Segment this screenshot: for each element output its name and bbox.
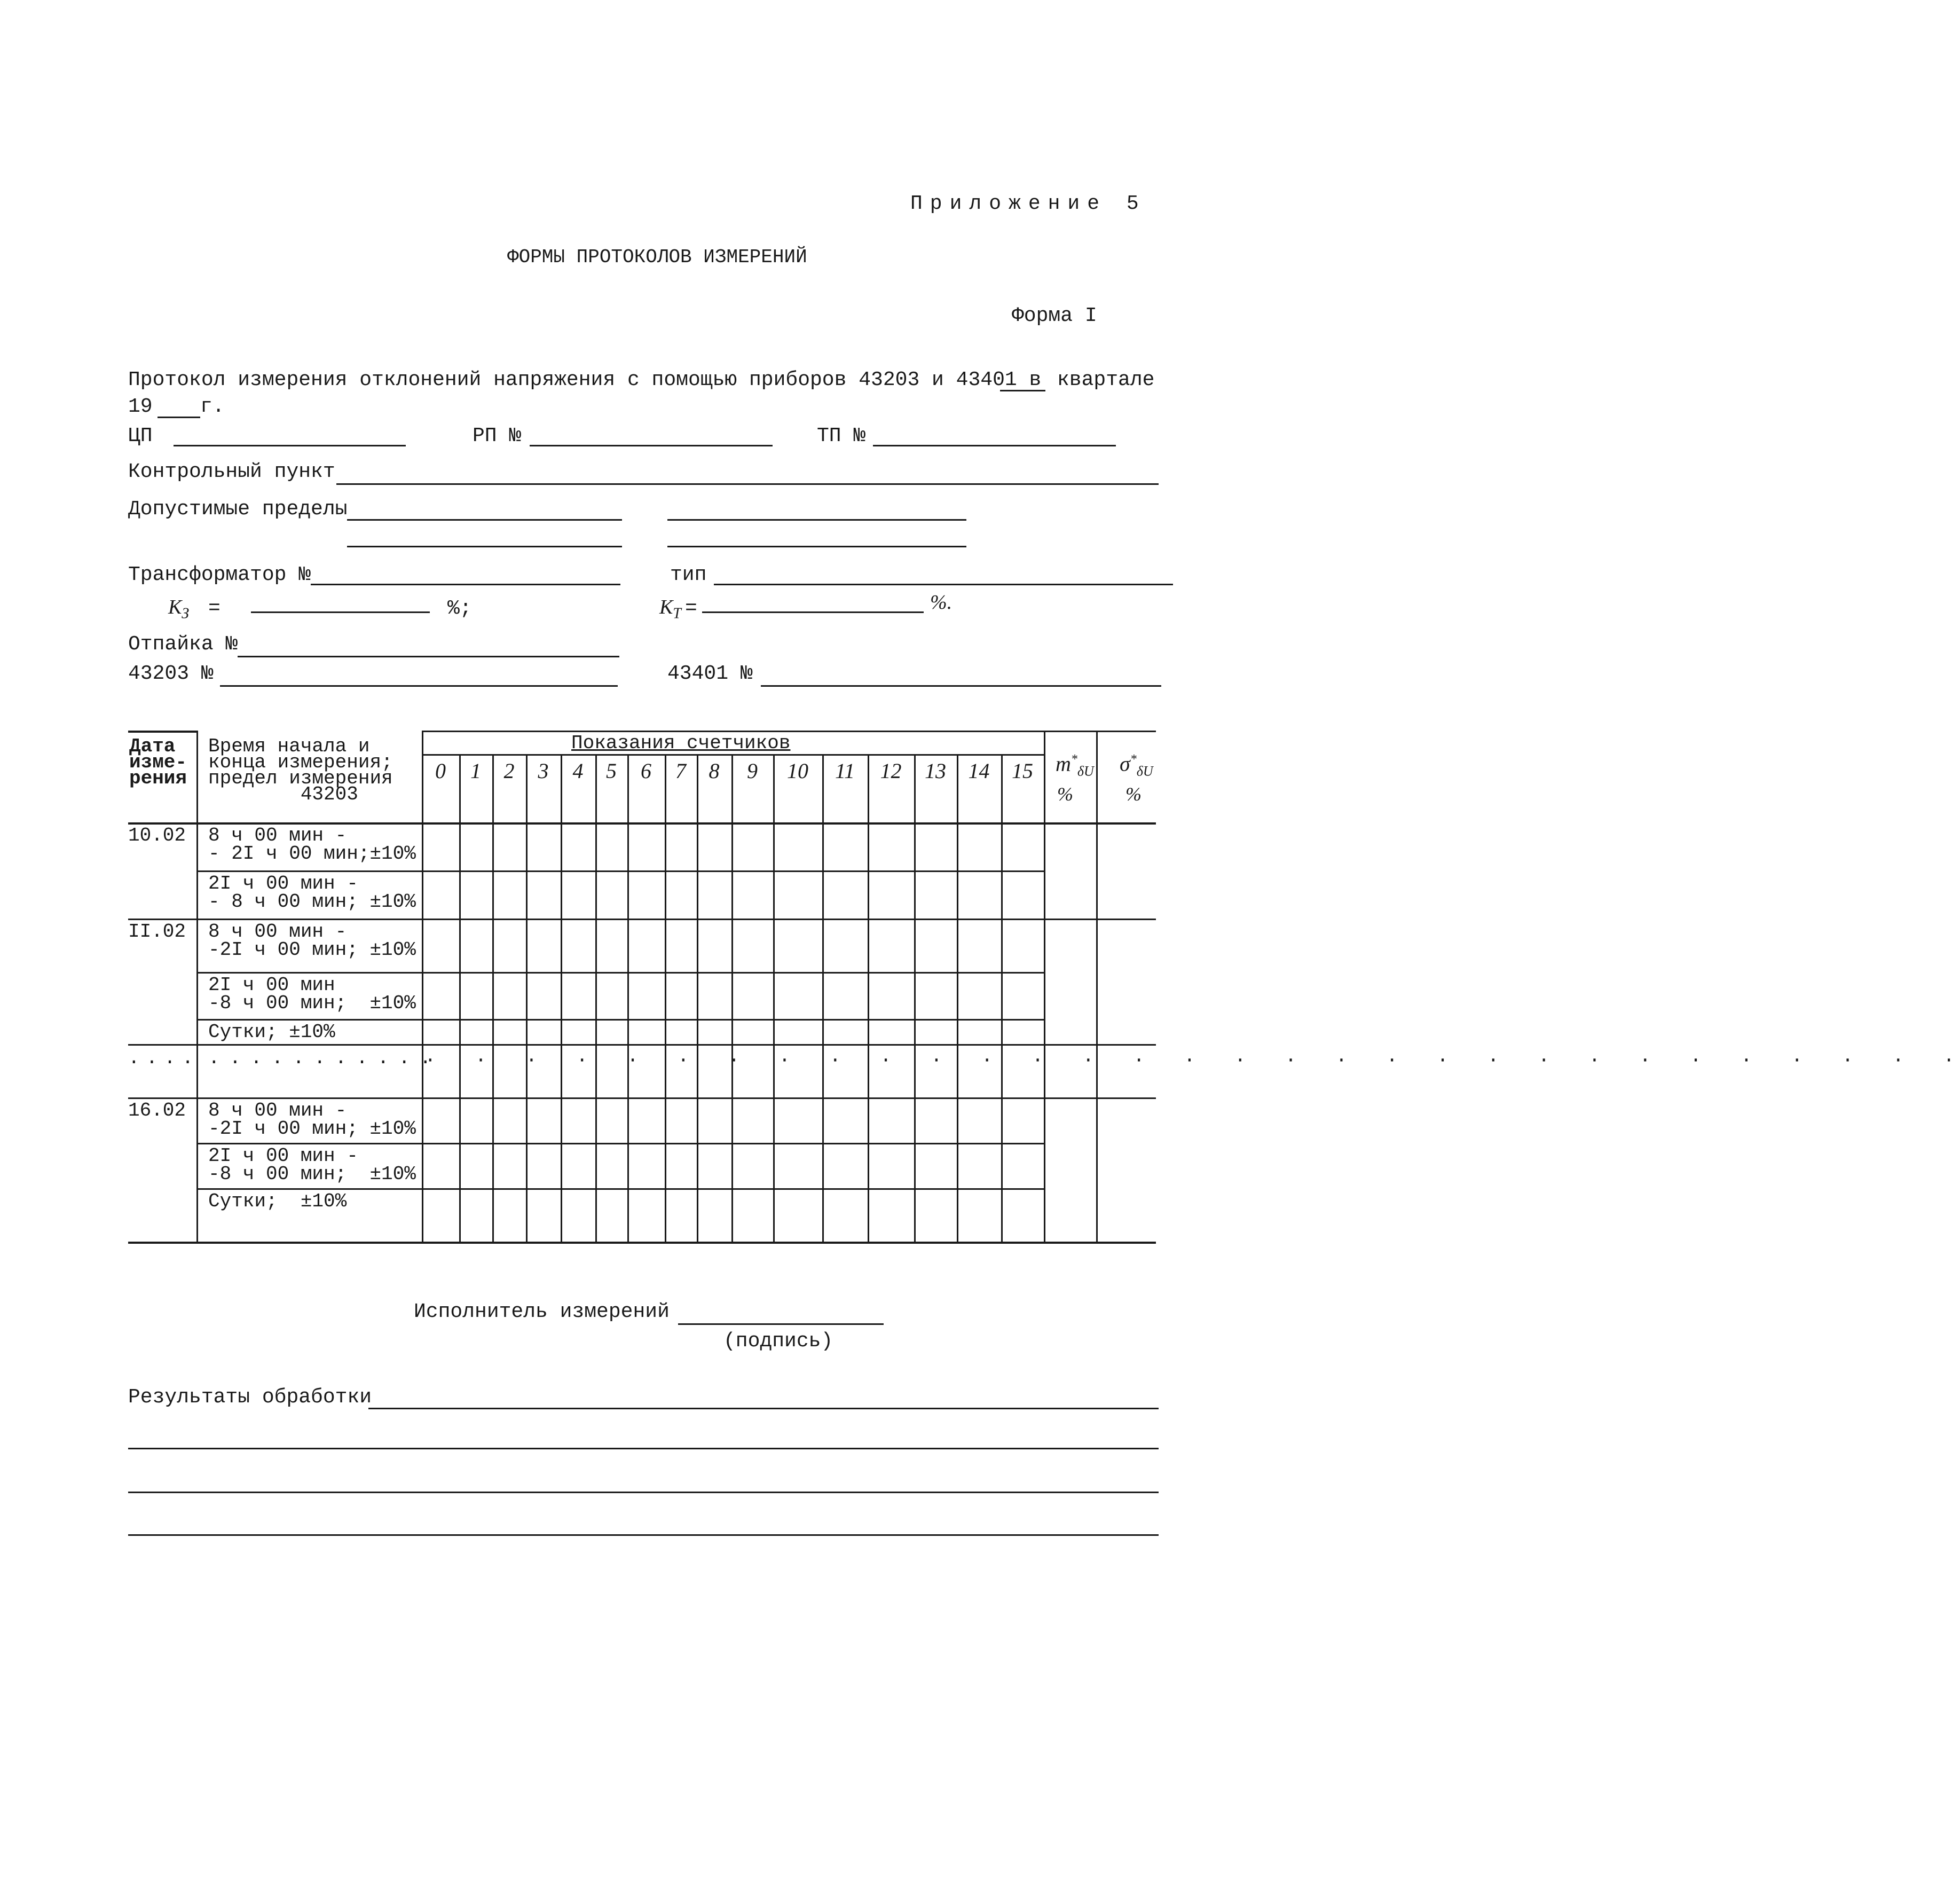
counter-number: 10 <box>787 759 808 783</box>
header-top-line-counters <box>422 731 1156 732</box>
intro-quarter: квартале <box>1057 368 1155 391</box>
counter-col-border <box>914 754 916 1242</box>
results-field-1[interactable] <box>368 1408 1159 1409</box>
control-point-label: Контрольный пункт <box>128 460 335 483</box>
k3-label: $К_З$ <box>168 596 190 622</box>
col-m-header: $m^*_{\delta U}$ <box>1056 751 1094 779</box>
limits-label: Допустимые пределы <box>128 498 348 521</box>
row-time-range: 2I ч 00 мин -8 ч 00 мин; ±10% <box>208 974 416 1014</box>
header-top-line-date <box>128 731 196 733</box>
ellipsis-row-marks: · · · · · · · · · · · · · · · · · · · · · · · · · · · · · · · <box>424 1049 1960 1071</box>
date-col-border <box>196 731 198 1242</box>
counter-number: 2 <box>503 759 515 783</box>
executor-label: Исполнитель измерений <box>414 1300 670 1323</box>
col-date-header: Дата изме- рения <box>129 735 187 789</box>
intro-year-prefix: 19 <box>128 395 153 418</box>
tp-label: ТП № <box>817 425 866 448</box>
row-border <box>196 1188 1044 1190</box>
device-43203-label: 43203 № <box>128 662 214 685</box>
col-time-header: Время начала и конца измерения; предел измерения 43203 <box>208 735 393 805</box>
type-label: тип <box>670 563 707 586</box>
counter-number: 6 <box>641 759 651 783</box>
counter-number: 14 <box>968 759 990 783</box>
row-time-range: Сутки; ±10% <box>208 1021 335 1043</box>
intro-year-suffix: г. <box>200 395 225 418</box>
row-time-range: 2I ч 00 мин - - 8 ч 00 мин; ±10% <box>208 873 416 913</box>
counter-number: 9 <box>747 759 758 783</box>
counter-col-border <box>561 754 562 1242</box>
row-date: 10.02 <box>128 825 186 846</box>
counter-number: 8 <box>709 759 720 783</box>
counter-col-border <box>957 754 958 1242</box>
col-s-unit: % <box>1125 783 1142 805</box>
row-date: II.02 <box>128 921 186 943</box>
page-title: ФОРМЫ ПРОТОКОЛОВ ИЗМЕРЕНИЙ <box>507 246 807 268</box>
row-date: 16.02 <box>128 1100 186 1121</box>
counter-col-border <box>595 754 597 1242</box>
row-border <box>196 1019 1044 1021</box>
device-43401-label: 43401 № <box>667 662 753 685</box>
s-col-border <box>1096 731 1098 1242</box>
row-time-range: ........... <box>208 1047 441 1069</box>
counter-number: 1 <box>470 759 481 783</box>
row-time-range: Сутки; ±10% <box>208 1190 347 1212</box>
counter-col-border <box>773 754 775 1242</box>
transformer-label: Трансформатор № <box>128 563 311 586</box>
row-border <box>196 870 1044 872</box>
row-border <box>128 1044 1156 1046</box>
row-border <box>196 972 1044 974</box>
counter-col-border <box>868 754 869 1242</box>
counter-number: 5 <box>606 759 617 783</box>
row-border <box>128 919 1156 920</box>
counter-number: 0 <box>435 759 446 783</box>
counter-number: 4 <box>572 759 584 783</box>
counter-number: 3 <box>538 759 549 783</box>
col-s-header: $\sigma^*_{\delta U}$ <box>1120 751 1153 779</box>
counter-number: 15 <box>1012 759 1033 783</box>
counter-col-border <box>627 754 629 1242</box>
counter-number: 12 <box>880 759 902 783</box>
counter-col-border <box>526 754 528 1242</box>
counter-col-border <box>822 754 824 1242</box>
counter-col-border <box>731 754 733 1242</box>
counter-col-border <box>459 754 461 1242</box>
rp-label: РП № <box>473 425 522 448</box>
intro-text: Протокол измерения отклонений напряжения с помощью приборов 43203 и 43401 в <box>128 368 1042 391</box>
row-time-range: 2I ч 00 мин - -8 ч 00 мин; ±10% <box>208 1145 416 1185</box>
results-label: Результаты обработки <box>128 1386 372 1409</box>
counter-col-border <box>492 754 494 1242</box>
counter-col-border <box>697 754 698 1242</box>
row-date: .... <box>128 1047 200 1069</box>
cp-label: ЦП <box>128 425 153 448</box>
row-border <box>128 1097 1156 1099</box>
appendix-label: Приложение 5 <box>910 192 1146 215</box>
executor-signature-field[interactable] <box>678 1323 884 1325</box>
form-label: Форма I <box>1012 304 1097 327</box>
row-time-range: 8 ч 00 мин - -2I ч 00 мин; ±10% <box>208 1100 416 1140</box>
counter-col-border <box>665 754 666 1242</box>
counter-col-border <box>422 731 423 1242</box>
tap-label: Отпайка № <box>128 633 238 656</box>
col-counters-header: Показания счетчиков <box>571 732 791 754</box>
counter-col-border <box>1001 754 1003 1242</box>
counter-number: 7 <box>675 759 686 783</box>
kt-percent: %. <box>930 591 953 614</box>
k3-eq: = <box>208 597 221 620</box>
row-border <box>196 1143 1044 1144</box>
results-field-4[interactable] <box>128 1534 1159 1536</box>
results-field-3[interactable] <box>128 1492 1159 1493</box>
col-m-unit: % <box>1057 783 1073 805</box>
kt-label: $К_Т$ <box>659 596 681 622</box>
k3-percent: %; <box>447 597 472 620</box>
signature-caption: (подпись) <box>723 1330 833 1353</box>
row-border <box>128 1242 1156 1244</box>
counter-number: 11 <box>835 759 855 783</box>
counter-col-border <box>1044 731 1045 1242</box>
kt-eq: = <box>685 597 697 620</box>
results-field-2[interactable] <box>128 1448 1159 1449</box>
row-time-range: 8 ч 00 мин - -2I ч 00 мин; ±10% <box>208 921 416 961</box>
row-time-range: 8 ч 00 мин - - 2I ч 00 мин;±10% <box>208 825 416 865</box>
counter-number: 13 <box>925 759 946 783</box>
